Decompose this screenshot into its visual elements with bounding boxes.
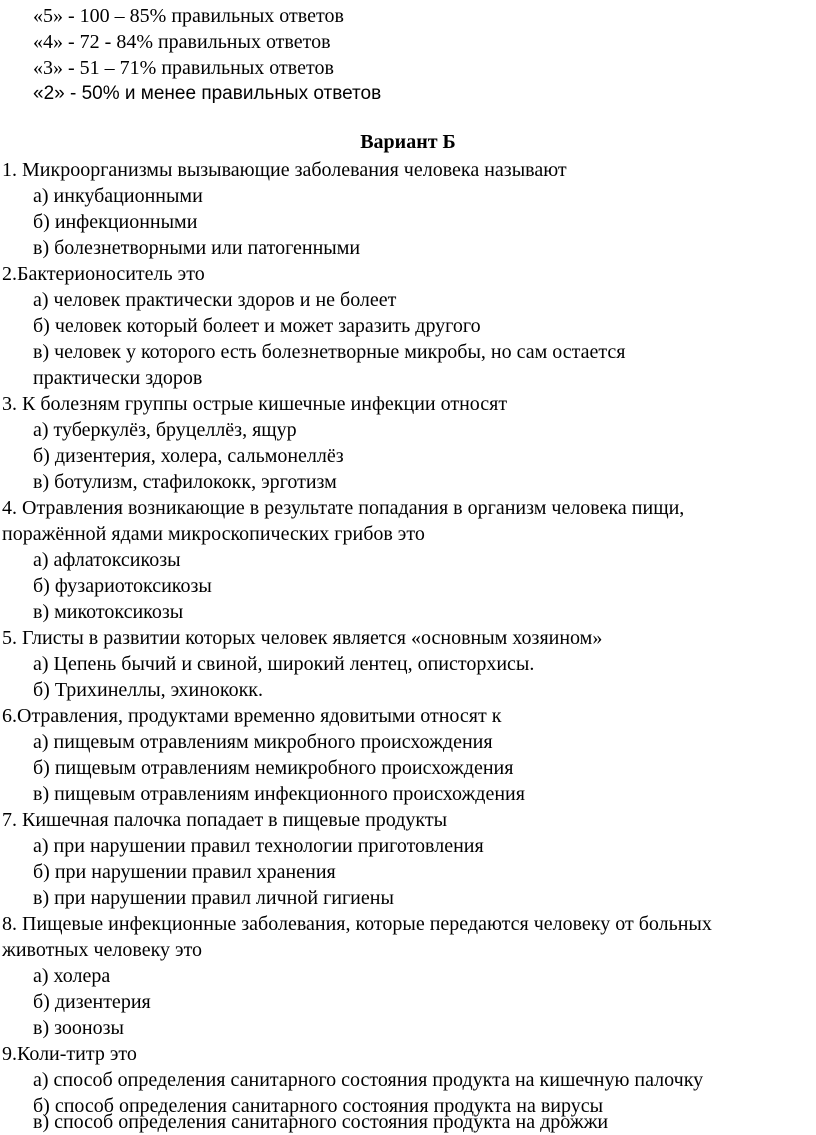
answer-option: а) афлатоксикозы — [33, 549, 181, 571]
question-text: 8. Пищевые инфекционные заболевания, которые передаются человеку от больных — [2, 913, 712, 935]
question-text: 3. К болезням группы острые кишечные инфекции относят — [2, 393, 508, 415]
answer-option: а) способ определения санитарного состояния продукта на кишечную палочку — [33, 1069, 704, 1091]
question-text: 5. Глисты в развитии которых человек является «основным хозяином» — [2, 627, 603, 649]
question-text: 6.Отравления, продуктами временно ядовитыми относят к — [2, 705, 502, 727]
answer-option: в) пищевым отравлениям инфекционного происхождения — [33, 783, 525, 805]
answer-option: а) при нарушении правил технологии приготовления — [33, 835, 484, 857]
answer-option: в) при нарушении правил личной гигиены — [33, 887, 394, 909]
question-text-continued: поражённой ядами микроскопических грибов это — [2, 523, 425, 545]
question-text: 1. Микроорганизмы вызывающие заболевания человека называют — [2, 159, 567, 181]
answer-option: а) туберкулёз, бруцеллёз, ящур — [33, 419, 297, 441]
question-text: 4. Отравления возникающие в результате попадания в организм человека пищи, — [2, 497, 685, 519]
answer-option: б) пищевым отравлениям немикробного происхождения — [33, 757, 514, 779]
answer-option: б) Трихинеллы, эхинококк. — [33, 679, 264, 701]
question-text: 2.Бактерионоситель это — [2, 263, 205, 285]
answer-option-continued: практически здоров — [33, 367, 203, 389]
grade-4: «4» - 72 - 84% правильных ответов — [33, 31, 331, 53]
answer-option: б) дизентерия — [33, 991, 151, 1013]
answer-option: б) человек который болеет и может заразить другого — [33, 315, 481, 337]
grade-3: «3» - 51 – 71% правильных ответов — [33, 57, 334, 79]
answer-option: б) инфекционными — [33, 211, 198, 233]
answer-option: а) человек практически здоров и не болеет — [33, 289, 397, 311]
answer-option: а) инкубационными — [33, 185, 203, 207]
answer-option: а) пищевым отравлениям микробного происхождения — [33, 731, 493, 753]
answer-option: в) болезнетворными или патогенными — [33, 237, 361, 259]
grade-5: «5» - 100 – 85% правильных ответов — [33, 5, 344, 27]
grade-2: «2» - 50% и менее правильных ответов — [33, 83, 382, 104]
answer-option: а) Цепень бычий и свиной, широкий лентец, описторхисы. — [33, 653, 535, 675]
answer-option: в) зоонозы — [33, 1017, 124, 1039]
answer-option: б) дизентерия, холера, сальмонеллёз — [33, 445, 344, 467]
question-text: 9.Коли-титр это — [2, 1043, 137, 1065]
answer-option: а) холера — [33, 965, 111, 987]
answer-option: в) человек у которого есть болезнетворные микробы, но сам остается — [33, 341, 626, 363]
answer-option: в) способ определения санитарного состояния продукта на дрожжи — [33, 1111, 609, 1133]
answer-option: б) при нарушении правил хранения — [33, 861, 336, 883]
answer-option: б) фузариотоксикозы — [33, 575, 212, 597]
question-text-continued: животных человеку это — [2, 939, 203, 961]
answer-option: в) ботулизм, стафилококк, эрготизм — [33, 471, 337, 493]
variant-title: Вариант Б — [360, 131, 456, 153]
question-text: 7. Кишечная палочка попадает в пищевые продукты — [2, 809, 447, 831]
answer-option: б) способ определения санитарного состояния продукта на вирусы — [33, 1095, 604, 1117]
answer-option: в) микотоксикозы — [33, 601, 184, 623]
